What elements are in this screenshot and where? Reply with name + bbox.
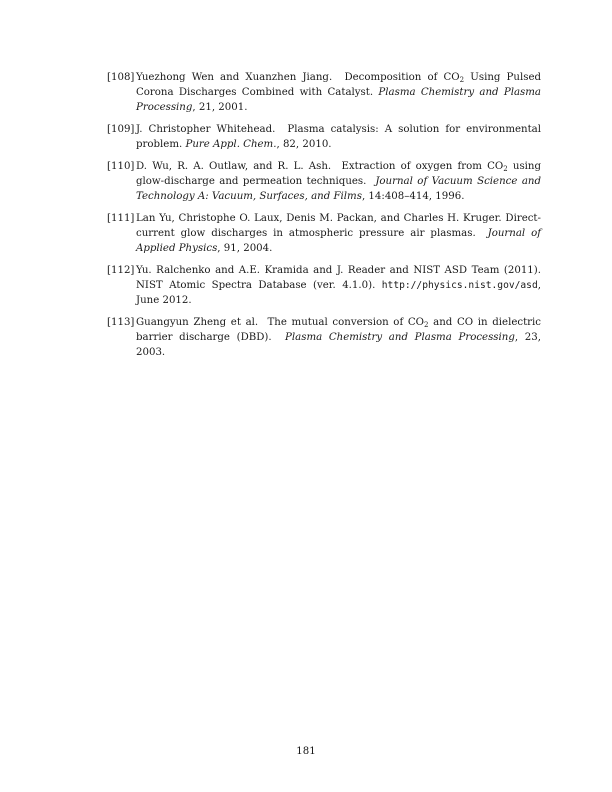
reference-number: [110] (107, 161, 135, 172)
reference-110 (107, 159, 541, 204)
reference-number: [108] (107, 72, 135, 83)
reference-authors: Yu. Ralchenko and A.E. Kramida and J. Reader and NIST ASD Team (2011). (136, 265, 541, 276)
reference-details: , 82, 2010. (276, 139, 332, 150)
reference-111 (107, 211, 541, 256)
reference-details: , 14:408–414, 1996. (361, 191, 465, 202)
reference-title: The mutual conversion of $CO_2$ and CO in dielectric barrier discharge (DBD). (136, 317, 541, 343)
reference-journal: Pure Appl. Chem. (185, 139, 277, 150)
reference-number: [109] (107, 124, 135, 135)
reference-journal: Journal of Vacuum Science and Technology A: Vacuum, Surfaces, and Films (136, 176, 541, 202)
reference-title: NIST Atomic Spectra Database (ver. 4.1.0). (136, 280, 376, 291)
reference-title: Decomposition of $CO_2$ Using Pulsed Corona Discharges Combined with Catalyst. (136, 72, 541, 98)
reference-details: , 23, 2003. (136, 332, 542, 358)
reference-authors: Lan Yu, Christophe O. Laux, Denis M. Packan, and Charles H. Kruger. (136, 213, 502, 224)
reference-journal: Journal of Applied Physics (136, 228, 541, 254)
reference-number: [112] (107, 265, 135, 276)
reference-authors: D. Wu, R. A. Outlaw, and R. L. Ash. (136, 161, 332, 172)
reference-title: Direct-current glow discharges in atmospheric pressure air plasmas. (136, 213, 541, 239)
reference-number: [111] (107, 213, 135, 224)
reference-details: , 91, 2004. (217, 243, 273, 254)
page-number: 181 (296, 746, 316, 757)
reference-details: , 21, 2001. (192, 102, 248, 113)
reference-authors: Guangyun Zheng et al. (136, 317, 259, 328)
reference-details: , June 2012. (136, 280, 541, 306)
reference-title: Plasma catalysis: A solution for environmental problem. (136, 124, 541, 150)
reference-authors: Yuezhong Wen and Xuanzhen Jiang. (136, 72, 333, 83)
reference-list (107, 70, 541, 367)
reference-url-link[interactable]: http://physics.nist.gov/asd (381, 280, 538, 291)
reference-112 (107, 263, 541, 308)
reference-113 (107, 315, 541, 360)
reference-108 (107, 70, 541, 115)
reference-authors: J. Christopher Whitehead. (136, 124, 276, 135)
reference-number: [113] (107, 317, 135, 328)
reference-title: Extraction of oxygen from $CO_2$ using glow-discharge and permeation techniques. (136, 161, 542, 187)
reference-journal: Plasma Chemistry and Plasma Processing (285, 332, 515, 343)
reference-109 (107, 122, 541, 152)
reference-journal: Plasma Chemistry and Plasma Processing (136, 87, 541, 113)
